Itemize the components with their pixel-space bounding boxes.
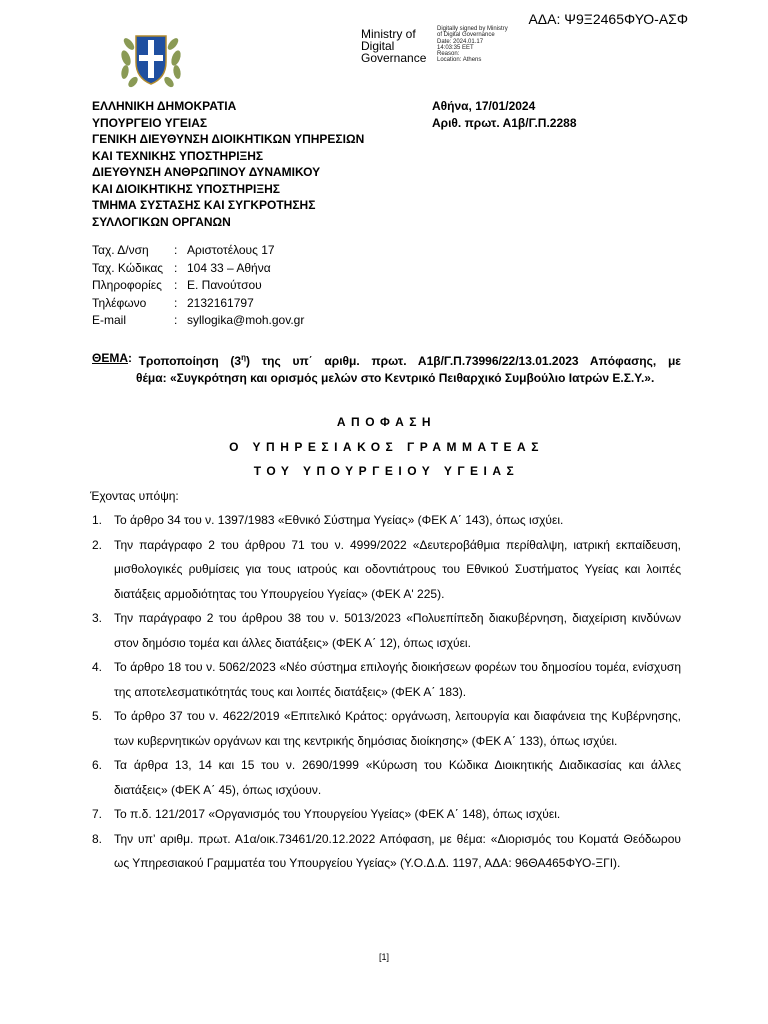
contact-colon: :	[174, 278, 178, 292]
signature-line: Location: Athens	[437, 57, 482, 64]
ministry-name	[361, 28, 426, 64]
contact-colon: :	[174, 313, 178, 327]
subject-continuation: θέμα: «Συγκρότηση και ορισμός μελών στο Κεντρικό Πειθαρχικό Συμβούλιο Ιατρών Ε.Σ.Υ.».	[136, 370, 655, 385]
issuer-line: ΤΜΗΜΑ ΣΥΣΤΑΣΗΣ ΚΑΙ ΣΥΓΚΡΟΤΗΣΗΣ	[92, 198, 316, 212]
contact-email: syllogika@moh.gov.gr	[187, 313, 305, 327]
signature-line: Digitally signed by Ministry	[437, 26, 508, 32]
decision-title: ΑΠΟΦΑΣΗ	[336, 415, 437, 429]
ministry-line: Digital	[361, 39, 395, 53]
issuer-block	[92, 98, 364, 230]
contact-label: Πληροφορίες	[92, 278, 162, 292]
issuer-line: ΣΥΛΛΟΓΙΚΩΝ ΟΡΓΑΝΩΝ	[92, 214, 231, 229]
contact-row	[92, 312, 304, 330]
list-item: 3. Την παράγραφο 2 του άρθρου 38 του ν. 5013/2023 «Πολυεπίπεδη διακυβέρνηση, διαχείριση κινδύνων στον δημόσιο τομέα και άλλες διατάξεις» (ΦΕΚ Α΄ 12), όπως ισχύει.	[92, 611, 681, 650]
contact-details	[92, 242, 304, 330]
issuer-line: ΚΑΙ ΔΙΟΙΚΗΤΙΚΗΣ ΥΠΟΣΤΗΡΙΞΗΣ	[92, 181, 280, 196]
ada-code: ΑΔΑ: Ψ9Ξ2465ΦΥΟ-ΑΣΦ	[528, 11, 688, 27]
signature-line: of Digital Governance	[437, 32, 495, 39]
contact-row	[92, 242, 304, 260]
document-date: Αθήνα, 17/01/2024	[432, 99, 536, 113]
contact-value: 2132161797	[187, 295, 254, 310]
digital-signature-block	[437, 26, 508, 64]
signature-line: Reason:	[437, 51, 460, 58]
list-item: 2. Την παράγραφο 2 του άρθρου 71 του ν. 4999/2022 «Δευτεροβάθμια περίθαλψη, ιατρική εκπαίδευση, μισθολογικές ρυθμίσεις για τους ιατρούς και οδοντιάτρους του Εθνικού Συστήματος Υγείας και λοιπές διατάξεις αρμοδιότητας του Υπουργείου Υγείας» (ΦΕΚ Α' 225).	[92, 537, 681, 601]
contact-value: 104 33 – Αθήνα	[187, 260, 271, 275]
signature-line: 14:03:35 EET	[437, 44, 474, 51]
contact-colon: :	[174, 295, 178, 310]
issuer-line: ΚΑΙ ΤΕΧΝΙΚΗΣ ΥΠΟΣΤΗΡΙΞΗΣ	[92, 148, 264, 163]
contact-label: Ταχ. Κώδικας	[92, 260, 164, 275]
list-item: 1. Το άρθρο 34 του ν. 1397/1983 «Εθνικό Σύστημα Υγείας» (ΦΕΚ Α΄ 143), όπως ισχύει.	[92, 513, 564, 527]
page-number: [1]	[378, 952, 389, 962]
contact-row	[92, 260, 304, 278]
subject-block: ΘΕΜΑ : Τροποποίηση $(3^\eta)$ της υπ΄ αριθμ. πρωτ. Α1β/Γ.Π.73996/22/13.01.2023 Απόφασης, με θέμα: «Συγκρότηση και ορισμός μελών στο Κεντρικό Πειθαρχικό Συμβούλιο Ιατρών Ε.Σ.Υ.».	[92, 351, 681, 385]
list-item: 5. Το άρθρο 37 του ν. 4622/2019 «Επιτελικό Κράτος: οργάνωση, λειτουργία και διαφάνεια της Κυβέρνησης, των κυβερνητικών οργάνων και της κεντρικής δημόσιας διοίκησης» (ΦΕΚ Α΄ 133), όπως ισχύει.	[92, 709, 681, 748]
contact-colon: :	[174, 260, 178, 275]
considerations-list	[92, 508, 681, 876]
contact-label: Τηλέφωνο	[92, 295, 147, 310]
contact-colon: :	[174, 243, 178, 257]
issuer-line: ΓΕΝΙΚΗ ΔΙΕΥΘΥΝΣΗ ΔΙΟΙΚΗΤΙΚΩΝ ΥΠΗΡΕΣΙΩΝ	[92, 132, 365, 146]
protocol-number: Αριθ. πρωτ. Α1β/Γ.Π.2288	[432, 115, 577, 130]
date-protocol-block	[432, 98, 577, 131]
list-item: 7. Το π.δ. 121/2017 «Οργανισμός του Υπουργείου Υγείας» (ΦΕΚ Α΄ 148), όπως ισχύει.	[92, 807, 561, 821]
issuer-line: ΥΠΟΥΡΓΕΙΟ ΥΓΕΙΑΣ	[92, 115, 208, 130]
contact-value: Ε. Πανούτσου	[187, 278, 262, 292]
issuer-title: Ο ΥΠΗΡΕΣΙΑΚΟΣ ΓΡΑΜΜΑΤΕΑΣ	[229, 440, 544, 454]
subject-label: ΘΕΜΑ	[92, 351, 128, 365]
issuer-line: ΕΛΛΗΝΙΚΗ ΔΗΜΟΚΡΑΤΙΑ	[92, 99, 237, 113]
ministry-line: Governance	[361, 51, 427, 65]
contact-row	[92, 295, 304, 313]
intro-text: Έχοντας υπόψη:	[90, 489, 179, 503]
contact-label: E-mail	[92, 313, 127, 327]
contact-row	[92, 277, 304, 295]
subject-line-1: Τροποποίηση $(3^\eta)$ της υπ΄ αριθμ. πρωτ. Α1β/Γ.Π.73996/22/13.01.2023 Απόφασης, με	[138, 353, 681, 368]
contact-value: Αριστοτέλους 17	[187, 243, 275, 257]
list-item: 6. Τα άρθρα 13, 14 και 15 του ν. 2690/1999 «Κύρωση του Κώδικα Διοικητικής Διαδικασίας και άλλες διατάξεις» (ΦΕΚ Α΄ 45), όπως ισχύουν.	[92, 758, 681, 797]
issuer-title-ministry: ΤΟΥ ΥΠΟΥΡΓΕΙΟΥ ΥΓΕΙΑΣ	[253, 464, 520, 478]
issuer-line: ΔΙΕΥΘΥΝΣΗ ΑΝΘΡΩΠΙΝΟΥ ΔΥΝΑΜΙΚΟΥ	[92, 165, 321, 179]
contact-label: Ταχ. Δ/νση	[92, 243, 149, 257]
ministry-line: Ministry of	[361, 27, 416, 41]
signature-line: Date: 2024.01.17	[437, 38, 484, 45]
list-item: 8. Την υπ’ αριθμ. πρωτ. Α1α/οικ.73461/20.12.2022 Απόφαση, με θέμα: «Διορισμός του Κοματά Θεόδωρου ως Υπηρεσιακού Γραμματέα του Υπουργείου Υγείας» (Υ.Ο.Δ.Δ. 1197, ΑΔΑ: 96ΘΑ465ΦΥΟ-ΞΓΙ).	[92, 831, 681, 870]
coat-of-arms-icon	[116, 22, 186, 92]
list-item: 4. Το άρθρο 18 του ν. 5062/2023 «Νέο σύστημα επιλογής διοικήσεων φορέων του δημοσίου τομέα, ενίσχυση της αποτελεσματικότητάς τους και λοιπές διατάξεις» (ΦΕΚ Α΄ 183).	[92, 660, 681, 699]
